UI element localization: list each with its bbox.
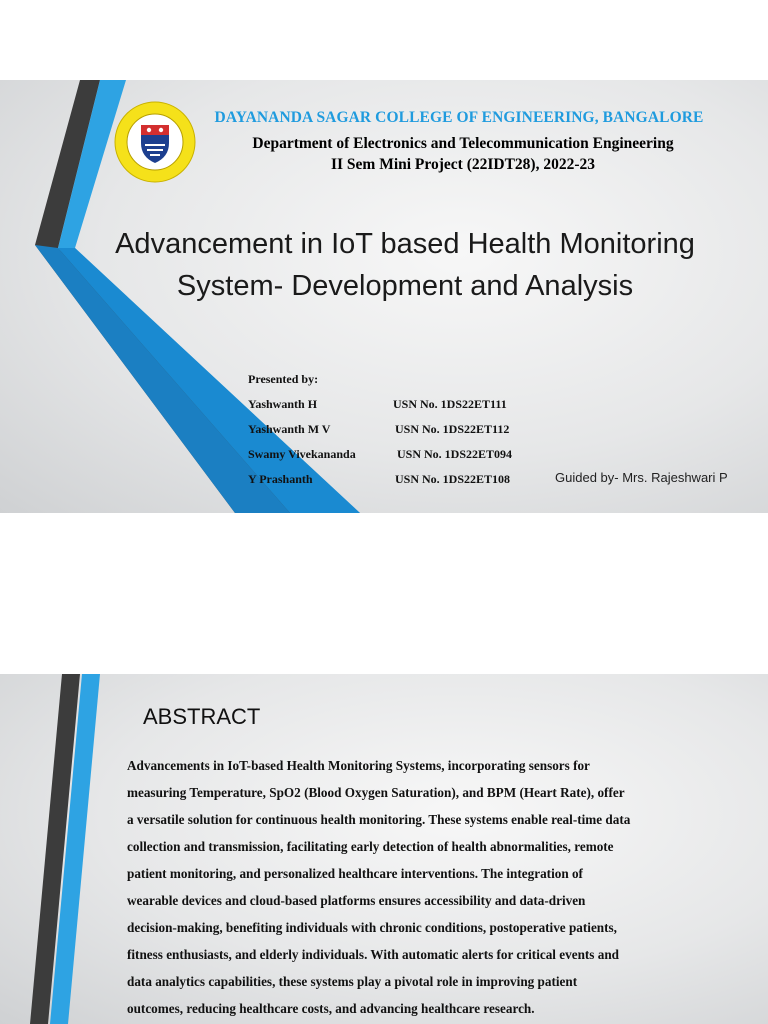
abstract-line: outcomes, reducing healthcare costs, and advancing healthcare research. [127, 1001, 535, 1016]
member-name: Yashwanth M V [248, 422, 331, 436]
presented-by-label: Presented by: [248, 372, 319, 386]
college-logo-seal [114, 101, 196, 183]
title-slide [0, 80, 768, 513]
member-name: Yashwanth H [248, 397, 318, 411]
abstract-slide [0, 674, 768, 1024]
member-usn: USN No. 1DS22ET108 [395, 472, 511, 486]
title-line-2: System- Development and Analysis [176, 270, 634, 302]
member-usn: USN No. 1DS22ET112 [395, 422, 510, 436]
abstract-line: patient monitoring, and personalized healthcare interventions. The integration of [127, 866, 583, 881]
guide-name: Guided by- Mrs. Rajeshwari P [555, 470, 728, 485]
abstract-heading: ABSTRACT [143, 704, 261, 729]
abstract-line: a versatile solution for continuous health monitoring. These systems enable real-time data [127, 812, 631, 827]
department-name: Department of Electronics and Telecommunication Engineering [252, 135, 674, 152]
college-name: DAYANANDA SAGAR COLLEGE OF ENGINEERING, BANGALORE [214, 109, 704, 126]
title-line-1: Advancement in IoT based Health Monitoring [115, 228, 695, 260]
abstract-line: measuring Temperature, SpO2 (Blood Oxygen Saturation), and BPM (Heart Rate), offer [127, 785, 625, 800]
slide-title [70, 223, 740, 307]
abstract-line: wearable devices and cloud-based platforms ensures accessibility and data-driven [127, 893, 586, 908]
member-name: Y Prashanth [248, 472, 313, 486]
member-usn: USN No. 1DS22ET111 [393, 397, 507, 411]
abstract-line: decision-making, benefiting individuals with chronic conditions, postoperative patients, [127, 920, 617, 935]
abstract-line: Advancements in IoT-based Health Monitoring Systems, incorporating sensors for [127, 758, 590, 773]
member-usn: USN No. 1DS22ET094 [397, 447, 513, 461]
abstract-line: fitness enthusiasts, and elderly individuals. With automatic alerts for critical events and [127, 947, 619, 962]
abstract-line: collection and transmission, facilitating early detection of health abnormalities, remote [127, 839, 614, 854]
project-info: II Sem Mini Project (22IDT28), 2022-23 [330, 156, 596, 173]
abstract-paragraph [127, 752, 707, 1022]
member-name: Swamy Vivekananda [248, 447, 356, 461]
abstract-line: data analytics capabilities, these systems play a pivotal role in improving patient [127, 974, 578, 989]
